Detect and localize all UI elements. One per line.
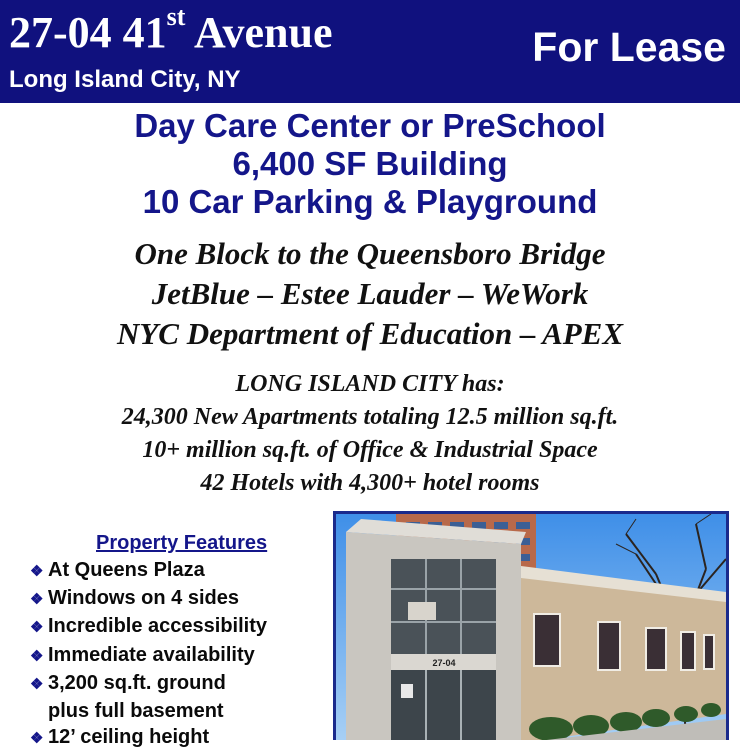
lic-apartments: 24,300 New Apartments totaling 12.5 million sq.ft. <box>121 404 619 430</box>
header-banner <box>0 0 740 103</box>
feature-item: ❖ Incredible accessibility <box>30 613 267 641</box>
highlight-bridge: One Block to the Queensboro Bridge <box>134 236 606 271</box>
features-title: Property Features <box>96 532 268 554</box>
city-label: Long Island City, NY <box>9 66 241 93</box>
lic-title: LONG ISLAND CITY has: <box>235 371 505 397</box>
address-title <box>9 2 333 58</box>
diamond-bullet-icon: ❖ <box>30 563 44 580</box>
feature-item: ❖ Immediate availability <box>30 642 267 670</box>
address-number: 27-04 41 <box>9 8 167 57</box>
feature-continuation: plus full basement <box>48 700 224 723</box>
address-superscript: st <box>166 2 186 31</box>
diamond-bullet-icon: ❖ <box>30 730 44 748</box>
feature-item: ❖ 12’ ceiling height <box>30 724 267 752</box>
diamond-bullet-icon: ❖ <box>30 619 44 637</box>
diamond-bullet-icon: ❖ <box>30 591 44 609</box>
address-street: Avenue <box>185 8 333 57</box>
feature-item: ❖ 3,200 sq.ft. ground <box>30 670 267 698</box>
headline-use: Day Care Center or PreSchool <box>134 107 606 144</box>
feature-item: ❖ Windows on 4 sides <box>30 585 267 613</box>
diamond-bullet-icon: ❖ <box>30 675 44 693</box>
diamond-bullet-icon: ❖ <box>30 647 44 665</box>
lic-hotels: 42 Hotels with 4,300+ hotel rooms <box>200 470 540 496</box>
building-illustration <box>336 514 726 740</box>
for-lease-label: For Lease <box>532 24 726 70</box>
highlight-tenants: JetBlue – Estee Lauder – WeWork <box>151 276 589 311</box>
headline-parking: 10 Car Parking & Playground <box>142 183 598 220</box>
lic-office-space: 10+ million sq.ft. of Office & Industrial Space <box>142 437 598 463</box>
feature-item: ❖ At Queens Plaza <box>30 557 267 585</box>
door-sign: 27-04 <box>432 658 456 668</box>
features-list <box>30 557 267 752</box>
highlight-education: NYC Department of Education – APEX <box>116 316 624 351</box>
headline-size: 6,400 SF Building <box>232 145 508 182</box>
building-photo <box>333 511 729 740</box>
